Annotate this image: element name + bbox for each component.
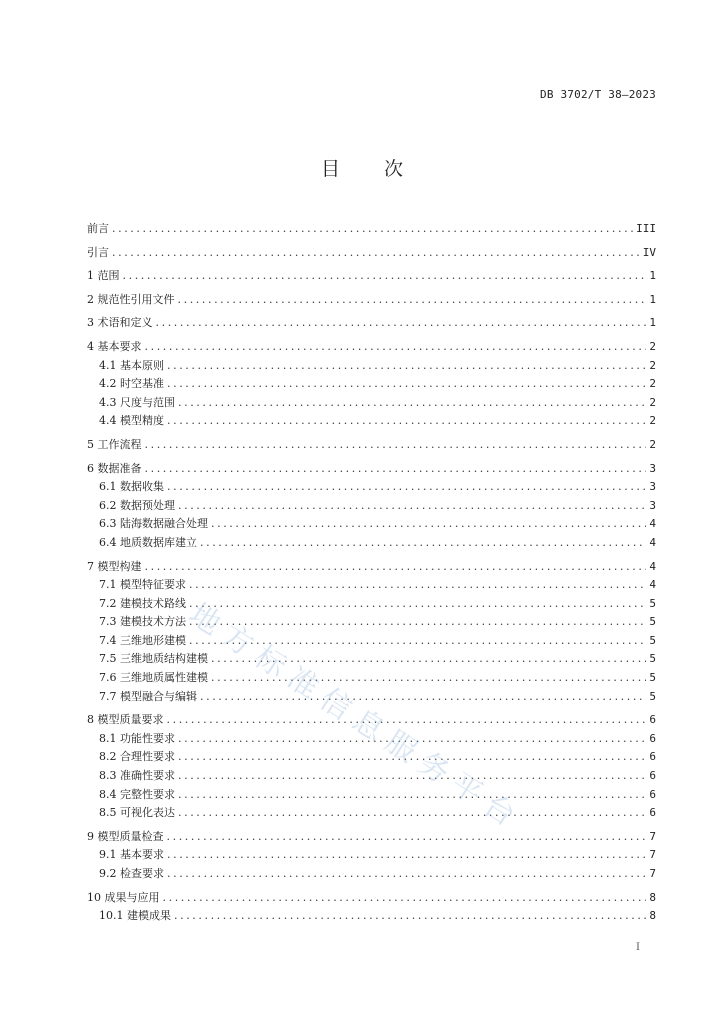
toc-entry-label: 引言 [87,245,109,259]
toc-entry-page: 5 [649,633,656,647]
toc-leader-dots [211,515,646,534]
toc-entry[interactable] [87,478,656,497]
toc-entry-label: 8.5 可视化表达 [99,806,175,820]
toc-entry-page: IV [642,245,656,259]
toc-entry[interactable] [87,460,656,479]
toc-entry-label: 5 工作流程 [87,437,142,451]
table-of-contents [87,220,656,926]
toc-entry-page: 8 [649,890,656,904]
toc-entry-label: 8.2 合理性要求 [99,750,175,764]
toc-entry-label: 10.1 建模成果 [99,909,171,923]
toc-entry-page: 5 [649,652,656,666]
toc-entry-page: 6 [649,787,656,801]
toc-leader-dots [112,220,633,239]
toc-entry-page: III [636,222,656,235]
toc-leader-dots [145,436,647,455]
toc-entry-label: 前言 [87,222,109,235]
toc-entry-label: 7.6 三维地质属性建模 [99,671,208,685]
toc-leader-dots [178,804,646,823]
toc-entry[interactable] [87,669,656,688]
toc-leader-dots [167,846,646,865]
toc-entry-page: 6 [649,806,656,820]
toc-entry[interactable] [87,267,656,286]
toc-entry[interactable] [87,804,656,823]
toc-entry-page: 2 [649,395,656,409]
toc-entry-label: 2 规范性引用文件 [87,292,175,306]
toc-leader-dots [167,412,646,431]
toc-entry-page: 1 [649,292,656,306]
page-title [0,154,724,181]
document-number: DB 3702/T 38—2023 [540,88,656,101]
toc-entry-page: 1 [649,316,656,330]
toc-entry-page: 1 [649,269,656,283]
toc-leader-dots [167,357,646,376]
toc-entry-page: 3 [649,461,656,475]
toc-entry-label: 4 基本要求 [87,339,142,353]
toc-entry[interactable] [87,889,656,908]
toc-entry-label: 9 模型质量检查 [87,829,164,843]
toc-entry[interactable] [87,595,656,614]
toc-entry-page: 7 [649,848,656,862]
toc-entry-page: 2 [649,377,656,391]
toc-entry-page: 2 [649,437,656,451]
toc-leader-dots [167,375,646,394]
toc-entry[interactable] [87,534,656,553]
page-number: I [636,942,640,953]
toc-leader-dots [178,786,646,805]
toc-entry-page: 2 [649,358,656,372]
toc-entry-page: 5 [649,615,656,629]
toc-entry-page: 6 [649,750,656,764]
toc-entry-label: 4.3 尺度与范围 [99,395,175,409]
toc-entry-label: 9.2 检查要求 [99,867,164,880]
toc-leader-dots [163,889,647,908]
toc-entry-page: 4 [649,517,656,531]
toc-entry-label: 6.2 数据预处理 [99,498,175,512]
toc-entry-label: 7.7 模型融合与编辑 [99,689,197,703]
toc-entry-label: 7.2 建模技术路线 [99,596,186,610]
toc-entry-label: 8 模型质量要求 [87,713,164,727]
toc-entry-label: 7.3 建模技术方法 [99,615,186,629]
toc-entry-label: 7.5 三维地质结构建模 [99,652,208,666]
toc-entry-label: 3 术语和定义 [87,316,153,330]
toc-entry[interactable] [87,767,656,786]
toc-leader-dots [112,244,640,263]
toc-entry-page: 6 [649,713,656,727]
title-part-2: 次 [384,158,404,180]
toc-entry[interactable] [87,291,656,310]
toc-entry[interactable] [87,375,656,394]
toc-entry-page: 4 [649,559,656,573]
toc-entry[interactable] [87,357,656,376]
toc-entry[interactable] [87,632,656,651]
toc-entry-label: 6 数据准备 [87,461,142,475]
watermark: 地方标准信息服务平台 [182,596,529,839]
toc-entry[interactable] [87,412,656,431]
toc-entry[interactable] [87,828,656,847]
title-part-1: 目 [320,158,340,180]
toc-entry[interactable] [87,244,656,263]
toc-entry[interactable] [87,650,656,669]
toc-entry-page: 8 [649,909,656,923]
toc-entry[interactable] [87,338,656,357]
toc-entry[interactable] [87,515,656,534]
toc-leader-dots [123,267,647,286]
toc-entry[interactable] [87,558,656,577]
toc-entry-label: 4.2 时空基准 [99,377,164,391]
toc-leader-dots [189,595,646,614]
toc-entry[interactable] [87,613,656,632]
toc-entry-label: 10 成果与应用 [87,890,160,904]
toc-entry[interactable] [87,748,656,767]
toc-entry-page: 7 [649,829,656,843]
toc-entry-page: 4 [649,578,656,592]
toc-leader-dots [189,576,646,595]
toc-entry[interactable] [87,846,656,865]
toc-entry-page: 6 [649,769,656,783]
toc-entry-label: 6.3 陆海数据融合处理 [99,517,208,531]
toc-entry[interactable] [87,436,656,455]
toc-leader-dots [174,907,646,926]
toc-entry-label: 7.4 三维地形建模 [99,633,186,647]
toc-leader-dots [145,460,647,479]
toc-entry[interactable] [87,394,656,413]
toc-entry[interactable] [87,576,656,595]
toc-entry-label: 7.1 模型特征要求 [99,578,186,592]
toc-entry[interactable] [87,907,656,926]
toc-entry-page: 5 [649,596,656,610]
toc-leader-dots [178,291,647,310]
toc-leader-dots [178,497,646,516]
toc-entry-label: 7 模型构建 [87,559,142,573]
toc-leader-dots [167,865,646,884]
toc-leader-dots [167,828,647,847]
toc-entry-label: 8.4 完整性要求 [99,787,175,801]
toc-entry-page: 4 [649,535,656,549]
toc-entry-page: 6 [649,731,656,745]
toc-entry-page: 5 [649,689,656,703]
toc-entry-label: 9.1 基本要求 [99,848,164,862]
toc-entry[interactable] [87,497,656,516]
toc-entry-label: 4.4 模型精度 [99,414,164,428]
toc-entry[interactable] [87,314,656,333]
toc-entry-label: 4.1 基本原则 [99,358,164,372]
toc-entry-label: 8.1 功能性要求 [99,731,175,745]
toc-entry-label: 1 范围 [87,269,120,283]
toc-entry-page: 3 [649,498,656,512]
toc-entry[interactable] [87,786,656,805]
toc-leader-dots [145,338,647,357]
toc-entry[interactable] [87,865,656,884]
toc-entry-page: 3 [649,480,656,494]
toc-leader-dots [167,478,646,497]
toc-leader-dots [200,688,646,707]
toc-entry-page: 7 [649,867,656,880]
toc-leader-dots [178,394,646,413]
toc-leader-dots [200,534,646,553]
toc-leader-dots [145,558,647,577]
toc-entry-label: 6.4 地质数据库建立 [99,535,197,549]
toc-entry[interactable] [87,220,656,239]
toc-entry-page: 5 [649,671,656,685]
toc-entry-page: 2 [649,414,656,428]
toc-entry-label: 8.3 准确性要求 [99,769,175,783]
toc-entry-page: 2 [649,339,656,353]
toc-entry-label: 6.1 数据收集 [99,480,164,494]
toc-leader-dots [156,314,647,333]
